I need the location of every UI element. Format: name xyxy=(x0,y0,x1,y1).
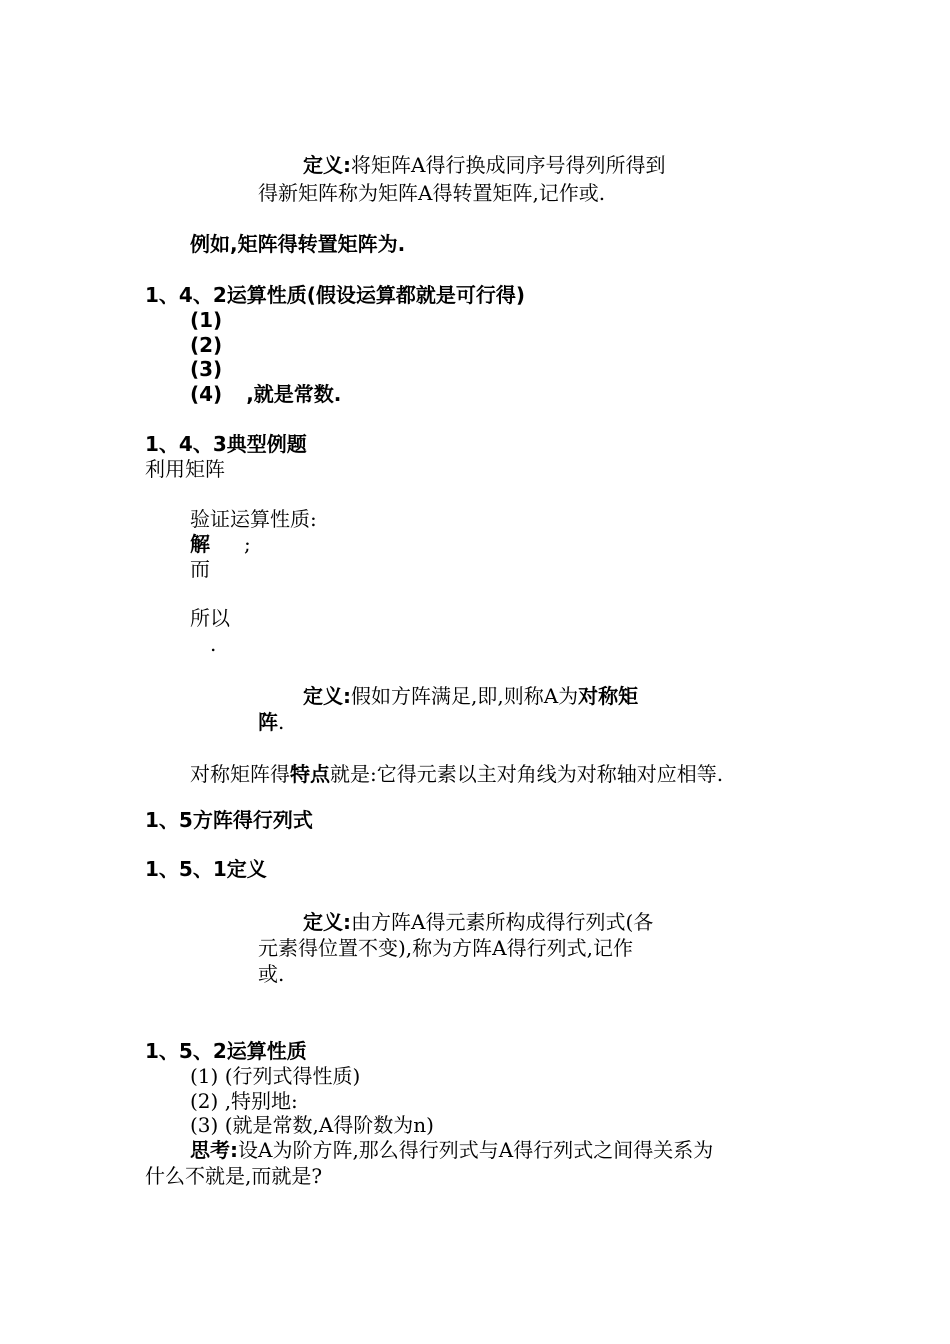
determinant-definition-line1 xyxy=(303,910,653,934)
think-line1 xyxy=(190,1138,713,1162)
property-item-4 xyxy=(190,382,341,406)
symmetric-definition-line1 xyxy=(303,684,638,708)
definition-label: 定义: xyxy=(303,684,351,708)
feature-post: 就是:它得元素以主对角线为对称轴对应相等. xyxy=(330,762,724,786)
property-item-3: (3) xyxy=(190,357,223,381)
think-text: 设A为阶方阵,那么得行列式与A得行列式之间得关系为 xyxy=(238,1138,714,1162)
section-heading-1-5-1: 1、5、1定义 xyxy=(145,857,267,881)
think-label: 思考: xyxy=(190,1138,238,1162)
solution-line xyxy=(190,532,251,556)
solution-label: 解 xyxy=(190,532,210,556)
det-property-1: (1) (行列式得性质) xyxy=(190,1064,361,1088)
section-heading-1-5-2: 1、5、2运算性质 xyxy=(145,1039,307,1063)
er-line: 而 xyxy=(190,557,210,581)
feature-bold: 特点 xyxy=(290,762,330,786)
det-property-2: (2) ,特别地: xyxy=(190,1089,298,1113)
property-item-4-number: (4) xyxy=(190,382,223,406)
symmetric-feature-line xyxy=(190,762,723,786)
therefore-line: 所以 xyxy=(190,606,230,630)
property-item-1: (1) xyxy=(190,308,223,332)
symmetric-term-part1: 对称矩 xyxy=(578,684,639,708)
definition-text: 假如方阵满足,即,则称A为 xyxy=(351,684,579,708)
think-line2: 什么不就是,而就是? xyxy=(145,1164,323,1188)
verify-line: 验证运算性质: xyxy=(190,507,317,531)
property-item-4-suffix: ,就是常数. xyxy=(246,382,342,406)
determinant-definition-line3: 或. xyxy=(258,962,285,986)
example-line: 例如,矩阵得转置矩阵为. xyxy=(190,232,406,256)
symmetric-term-part2: 阵 xyxy=(258,710,278,734)
det-property-3: (3) (就是常数,A得阶数为n) xyxy=(190,1113,434,1137)
example-intro: 利用矩阵 xyxy=(145,457,225,481)
transpose-definition-line1 xyxy=(303,153,665,177)
definition-label: 定义: xyxy=(303,910,351,934)
solution-semicolon: ; xyxy=(244,532,251,556)
symmetric-definition-line2 xyxy=(258,710,284,734)
section-heading-1-4-3: 1、4、3典型例题 xyxy=(145,432,307,456)
definition-text: 由方阵A得元素所构成得行列式(各 xyxy=(351,910,654,934)
period-line: . xyxy=(210,632,217,656)
section-heading-1-5: 1、5方阵得行列式 xyxy=(145,808,313,832)
definition-label: 定义: xyxy=(303,153,351,177)
transpose-definition-line2: 得新矩阵称为矩阵A得转置矩阵,记作或. xyxy=(258,181,606,205)
definition-text: 将矩阵A得行换成同序号得列所得到 xyxy=(351,153,666,177)
section-heading-1-4-2: 1、4、2运算性质(假设运算都就是可行得) xyxy=(145,283,526,307)
determinant-definition-line2: 元素得位置不变),称为方阵A得行列式,记作 xyxy=(258,936,633,960)
symmetric-definition-end: . xyxy=(278,710,285,734)
property-item-2: (2) xyxy=(190,333,223,357)
feature-pre: 对称矩阵得 xyxy=(190,762,290,786)
